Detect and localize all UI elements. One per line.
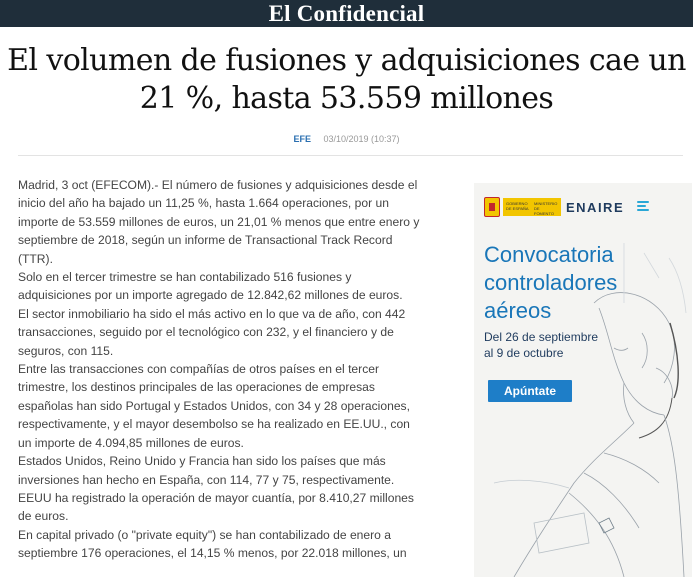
divider xyxy=(18,155,683,156)
ad-headline-line-3: aéreos xyxy=(484,298,552,323)
ad-dates-line-1: Del 26 de septiembre xyxy=(484,330,599,344)
ad-headline xyxy=(484,241,684,325)
paragraph: En capital privado (o "private equity") se han contabilizado de enero a septiembre 176 operaciones, el 14,15 % menos, por 22.018 millones, un xyxy=(18,527,407,561)
paragraph: Solo en el tercer trimestre se han contabilizado 516 fusiones y adquisiciones por un importe agregado de 12.842,62 millones de euros. xyxy=(18,270,403,303)
headline-line-1: El volumen de fusiones y adquisiciones cae un xyxy=(7,43,686,78)
headline-line-2: 21 %, hasta 53.559 millones xyxy=(139,81,554,116)
agency-link[interactable]: EFE xyxy=(293,134,311,144)
paragraph: Estados Unidos, Reino Unido y Francia han sido los países que más inversiones han hecho en España, con 114, 77 y 75, respectivamente. xyxy=(18,454,395,487)
publish-date: 03/10/2019 (10:37) xyxy=(323,134,400,144)
paragraph: El sector inmobiliario ha sido el más activo en lo que va de año, con 442 transacciones, seguido por el tecnológico con 232, y el financiero y de seguros, con 115. xyxy=(18,306,406,358)
advertisement-banner[interactable] xyxy=(474,183,692,577)
ad-headline-line-1: Convocatoria xyxy=(484,242,614,267)
paragraph: EEUU ha registrado la operación de mayor cuantía, por 8.410,27 millones de euros. xyxy=(18,490,414,524)
article-body xyxy=(18,176,423,563)
apply-button[interactable]: Apúntate xyxy=(488,380,572,402)
gov-label: GOBIERNO DE ESPAÑA xyxy=(506,201,529,211)
ministry-label: MINISTERIO DE FOMENTO xyxy=(534,201,558,216)
enaire-logo-text: ENAIRE xyxy=(566,200,625,215)
masthead xyxy=(0,0,693,27)
enaire-mark-icon xyxy=(637,201,649,212)
article-headline xyxy=(0,42,693,118)
site-logo[interactable]: El Confidencial xyxy=(268,0,425,26)
ad-headline-line-2: controladores xyxy=(484,270,618,295)
ad-dates xyxy=(484,329,598,361)
byline xyxy=(0,134,693,144)
coat-of-arms-icon xyxy=(484,197,500,217)
paragraph: Madrid, 3 oct (EFECOM).- El número de fusiones y adquisiciones desde el inicio del año ha bajado un 11,25 %, hasta 1.664 operaciones, por un importe de 53.559 millones de euros, un 21,01 % menos que entre enero y septiembre de 2018, según un informe de Transactional Track Record (TTR). xyxy=(18,178,420,266)
government-logo xyxy=(484,197,561,217)
government-label-box xyxy=(503,198,561,216)
paragraph: Entre las transacciones con compañías de otros países en el tercer trimestre, los destinos principales de las operaciones de empresas españolas han sido Portugal y Estados Unidos, con 34 y 28 operaciones, respectivamente, y el mayor desembolso se ha realizado en EE.UU., con un importe de 4.094,85 millones de euros. xyxy=(18,362,410,450)
ad-dates-line-2: al 9 de octubre xyxy=(484,346,564,360)
